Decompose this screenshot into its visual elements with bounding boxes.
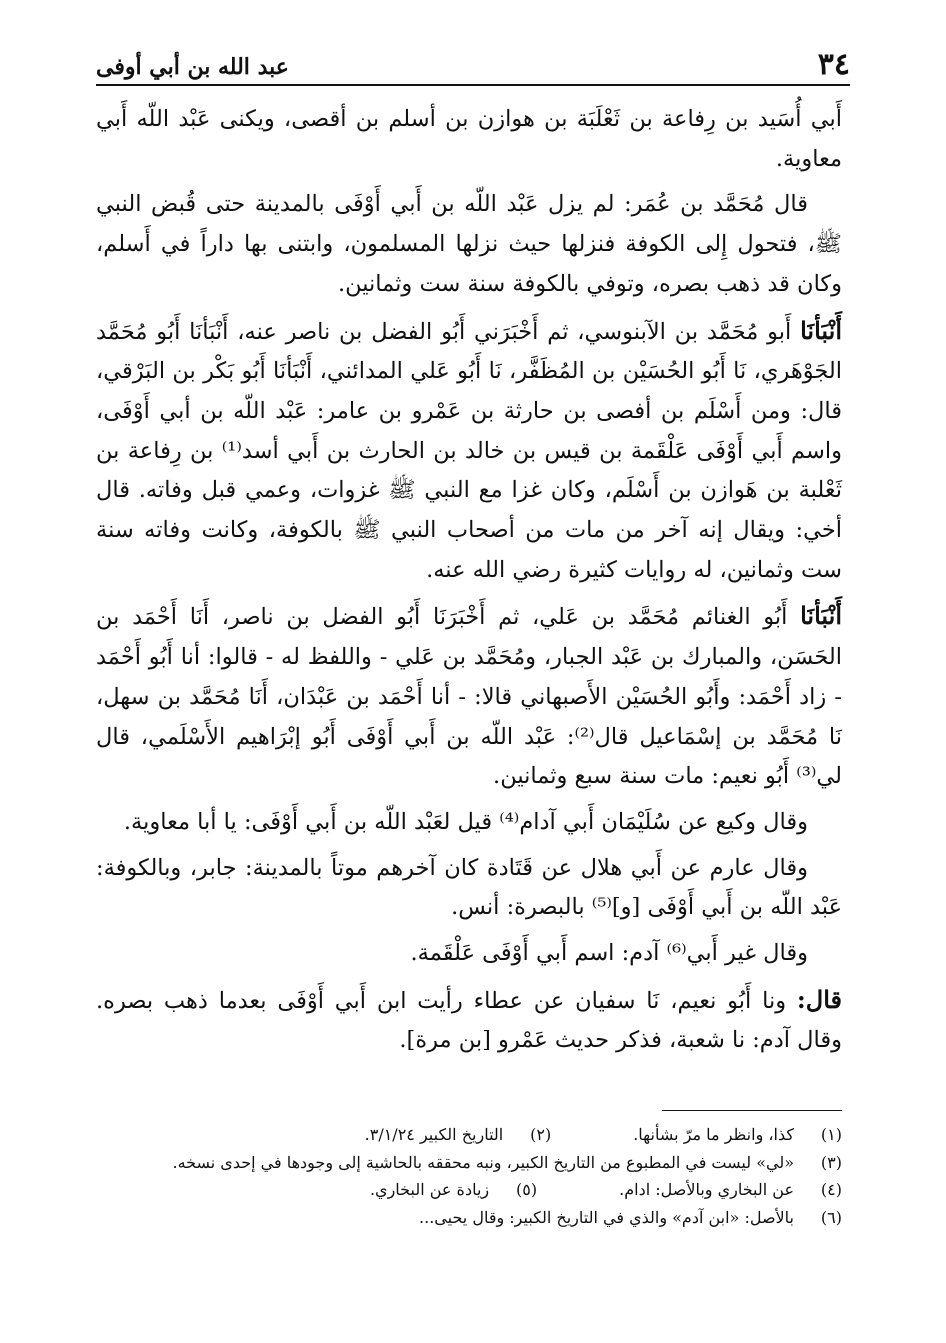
paragraph-3	[96, 311, 842, 591]
paragraph-4	[96, 596, 842, 797]
paragraph-8	[96, 980, 842, 1061]
paragraph-5: وقال وكيع عن سُلَيْمَان أَبي آدام⁽⁴⁾ قيل لعَبْد اللّه بن أَبي أَوْفَى: يا أبا معاوية.	[123, 808, 808, 835]
paragraph-6: وقال عارم عن أَبي هلال عن قَتَادة كان آخرهم موتاً بالمدينة: جابر، وبالكوفة: عَبْد اللّه بن أَبي أَوْفَى [و]⁽⁵⁾ بالبصرة: أنس.	[96, 854, 842, 921]
paragraph-7: وقال غير أَبي⁽⁶⁾ آدم: اسم أَبي أَوْفَى عَلْقَمة.	[410, 940, 808, 967]
footnote-number: (١)	[820, 1125, 842, 1144]
paragraph-8-text: ونا أَبُو نعيم، نَا سفيان عن عطاء رأيت ابن أَبي أَوْفَى بعدما ذهب بصره. وقال آدم: نا شعبة، فذكر حديث عَمْرو [بن مرة].	[96, 987, 842, 1054]
footnote-text: زيادة عن البخاري.	[369, 1180, 490, 1199]
page-header	[96, 38, 850, 86]
footnote-divider	[662, 1110, 842, 1111]
footnote-row	[96, 1152, 842, 1175]
footnote-number: (٣)	[820, 1152, 842, 1172]
paragraph-1: أَبي أُسَيد بن رِفاعة بن ثَعْلَبَة بن هوازن بن أسلم بن أقصى، ويكنى عَبْد اللّه أَبي معاوية.	[96, 106, 842, 172]
footnote-row	[96, 1179, 842, 1202]
footnote-text: عن البخاري وبالأصل: ادام.	[619, 1180, 794, 1199]
footnote-number: (٢)	[530, 1125, 552, 1144]
footnote-row	[96, 1124, 842, 1147]
footnotes	[96, 1124, 842, 1234]
footnote-row	[96, 1207, 842, 1230]
paragraph-4-text: أَبُو الغنائم مُحَمَّد بن عَلي، ثم أَخْبَرَنَا أَبُو الفضل بن ناصر، أَنَا أَحْمَد بن الحَسَن، والمبارك بن عَبْد الجبار، ومُحَمَّد بن عَلي - واللفظ له - قالوا: أنا أَبُو أَحْمَد - زاد أَحْمَد: وأَبُو الحُسَيْن الأَصبهاني قالا: - أنا أَحْمَد بن عَبْدَان، أَنَا مُحَمَّد بن سهل، نَا مُحَمَّد بن إسْمَاعيل قال⁽²⁾: عَبْد اللّه بن أَبي أَوْفَى أَبُو إبْرَاهيم الأَسْلَمي، قال لي⁽³⁾ أَبُو نعيم: مات سنة سبع وثمانين.	[96, 604, 842, 790]
qala-keyword: قال:	[796, 984, 842, 1014]
isnad-keyword: أَنْبَأنَا	[800, 601, 842, 631]
footnote-number: (٥)	[516, 1180, 538, 1199]
main-text	[96, 100, 842, 1061]
isnad-keyword: أَنْبَأنَا	[800, 315, 842, 345]
footnote-text: «لي» ليست في المطبوع من التاريخ الكبير، ونبه محققه بالحاشية إلى وجودها في إحدى نسخه.	[172, 1152, 794, 1172]
footnote-number: (٦)	[820, 1207, 842, 1227]
footnote-text: التاريخ الكبير ٣/١/٢٤.	[364, 1125, 504, 1144]
paragraph-3-text: أَبو مُحَمَّد بن الآبنوسي، ثم أَخْبَرَني أَبُو الفضل بن ناصر عنه، أَنْبَأنَا أَبُو مُحَمَّد الجَوْهَري، نَا أَبُو الحُسَيْن بن المُظَفَّر، نَا أَبُو عَلي المدائني، أَنْبَأنَا أَبُو بَكْر بن البَرْقي، قال: ومن أَسْلَم بن أفصى بن حارثة بن عَمْرو بن عامر: عَبْد اللّه بن أبي أَوْفَى، واسم أَبي أَوْفَى عَلْقَمة بن قيس بن خالد بن الحارث بن أَبي أسد⁽¹⁾ بن رِفاعة بن ثَعْلبة بن هَوازن بن أَسْلَم، وكان غزا مع النبي ﷺ غزوات، وعمي قبل وفاته. قال أخي: ويقال إنه آخر من مات من أصحاب النبي ﷺ بالكوفة، وكانت وفاته سنة ست وثمانين، له روايات كثيرة رضي الله عنه.	[96, 318, 843, 583]
footnote-text: بالأصل: «ابن آدم» والذي في التاريخ الكبير: وقال يحيى...	[419, 1207, 794, 1227]
page-number: ٣٤	[817, 47, 850, 82]
paragraph-2: قال مُحَمَّد بن عُمَر: لم يزل عَبْد اللّه بن أَبي أَوْفَى بالمدينة حتى قُبض النبي ﷺ، فتحول إِلى الكوفة فنزلها حيث نزلها المسلمون، وابتنى بها داراً في أَسلم، وكان قد ذهب بصره، وتوفي بالكوفة سنة ست وثمانين.	[96, 191, 842, 297]
footnote-number: (٤)	[820, 1180, 842, 1199]
running-title: عبد الله بن أبي أوفى	[96, 54, 289, 80]
footnote-text: كذا، وانظر ما مرّ بشأنها.	[633, 1125, 794, 1144]
